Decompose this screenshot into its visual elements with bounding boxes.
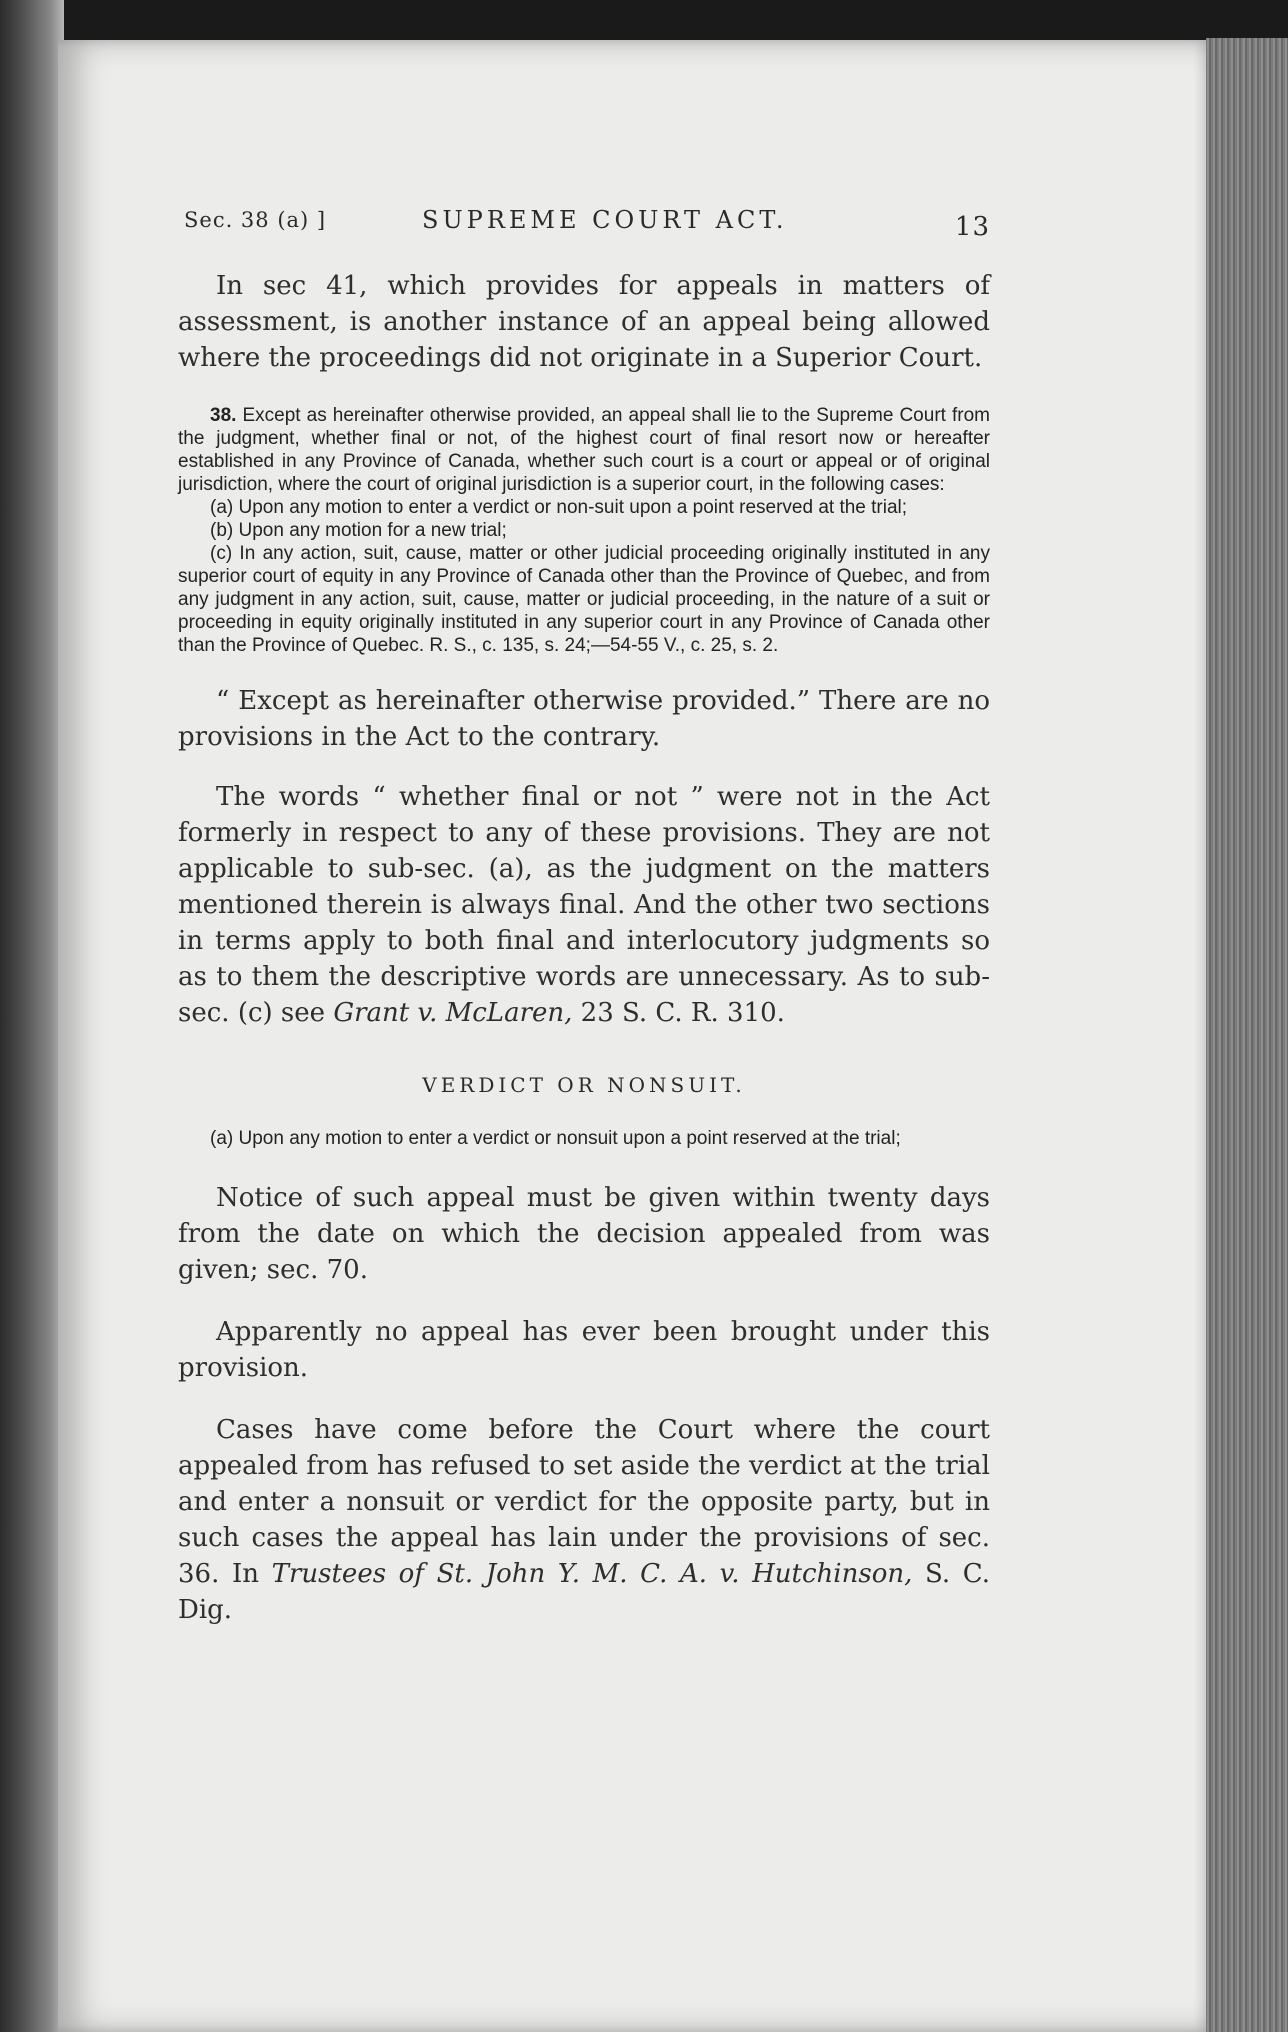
citation-sc-dig: S. C. Dig. xyxy=(178,1559,990,1625)
except-paragraph: “ Except as hereinafter otherwise provided.” There are no provisions in the Act to the contrary. xyxy=(178,686,990,752)
section-38-body: Except as hereinafter otherwise provided, an appeal shall lie to the Supreme Court from the judgment, whether final or not, of the highest court of final resort now or hereafter established in any Province of Canada, whether such court is a court or appeal or of original jurisdiction, where the court of original jurisdiction is a superior court, in the following cases: xyxy=(178,405,990,495)
section-38-number: 38. xyxy=(210,405,237,426)
notice-paragraph: Notice of such appeal must be given within twenty days from the date on which the decision appealed from was given; sec. 70. xyxy=(178,1183,990,1285)
clause-a-repeat: (a) Upon any motion to enter a verdict or nonsuit upon a point reserved at the trial; xyxy=(210,1128,901,1149)
case-trustees-hutchinson: Trustees of St. John Y. M. C. A. v. Hutchinson, xyxy=(271,1559,913,1589)
case-grant-mclaren: Grant v. McLaren, xyxy=(333,998,573,1028)
cases-paragraph-text: Cases have come before the Court where the court appealed from has refused to set aside the verdict at the trial and enter a nonsuit or verdict for the opposite party, but in such cases the appeal has lain under the provisions of sec. 36. In xyxy=(178,1415,990,1589)
section-38-text xyxy=(178,404,990,496)
header-title: SUPREME COURT ACT. xyxy=(422,206,788,234)
apparently-paragraph: Apparently no appeal has ever been brought under this provision. xyxy=(178,1317,990,1383)
page-edges xyxy=(1206,38,1288,2032)
citation-grant: 23 S. C. R. 310. xyxy=(580,998,785,1028)
book-spine-shadow xyxy=(0,0,64,2032)
clause-c: (c) In any action, suit, cause, matter or other judicial proceeding originally instituted in any superior court of equity in any Province of Canada other than the Province of Quebec, and from any judgment in any action, suit, cause, matter or judicial proceeding, in the nature of a suit or proceeding in equity originally instituted in any superior court in any Province of Canada other than the Province of Quebec. R. S., c. 135, s. 24;—54-55 V., c. 25, s. 2. xyxy=(178,543,990,656)
intro-paragraph: In sec 41, which provides for appeals in matters of assessment, is another instance of an appeal being allowed where the proceedings did not originate in a Superior Court. xyxy=(178,271,990,373)
running-header xyxy=(178,196,990,248)
section-38-block xyxy=(178,404,990,657)
words-paragraph-text: The words “ whether final or not ” were not in the Act formerly in respect to any of these provisions. They are not applicable to sub-sec. (a), as the judgment on the matters mentioned therein is always final. And the other two sections in terms apply to both final and interlocutory judgments so as to them the descriptive words are unnecessary. As to sub-sec. (c) see xyxy=(178,782,990,1028)
page-number: 13 xyxy=(954,212,990,242)
page-content xyxy=(178,196,990,1628)
header-section-ref: Sec. 38 (a) ] xyxy=(184,208,327,232)
subheading-verdict-nonsuit: VERDICT OR NONSUIT. xyxy=(422,1073,746,1097)
words-paragraph xyxy=(178,779,990,1031)
clause-b: (b) Upon any motion for a new trial; xyxy=(210,520,507,541)
cases-paragraph xyxy=(178,1412,990,1628)
clause-a: (a) Upon any motion to enter a verdict or non-suit upon a point reserved at the trial; xyxy=(210,497,908,518)
